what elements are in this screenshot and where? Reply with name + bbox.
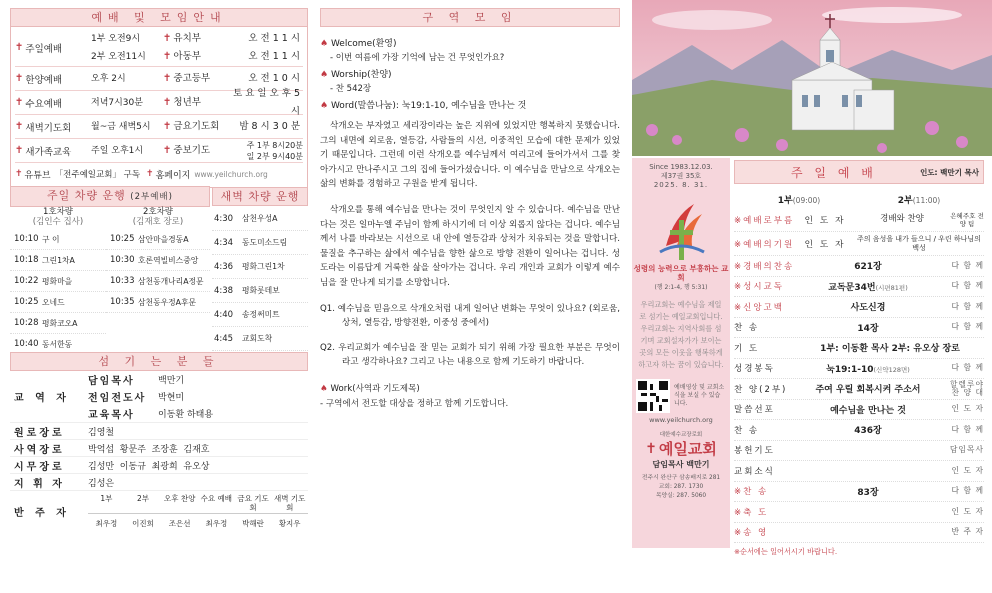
vehicle-stop	[10, 292, 106, 313]
cross-icon: ✝	[15, 145, 24, 156]
service-item-label: ※신앙고백	[734, 302, 784, 313]
service-item-label: 봉헌기도	[734, 446, 775, 457]
church-logo	[646, 196, 716, 264]
spade-icon: ♠	[320, 39, 331, 49]
worship-guide-row: ✝ 한양예배 오후 2시 ✝ 중고등부 오전10시	[15, 67, 303, 91]
district-title: 구 역 모 임	[320, 8, 620, 27]
servant-role: 반 주 자	[14, 507, 70, 519]
stop-place: 교회도착	[242, 334, 273, 343]
sunday-service: 주 일 예 배 인도: 백만기 목사 1부(09:00) 2부(11:00) ※예배로부름 인 도 자 경배와 찬양 은혜주호 전 양 팀 ※예배의기원 인 도 자 주의 음성을 내가 들으니 / 우린 하나님의 백성 ※경배의찬송 621장 다 함 께 ※성시교독 교독문34번(시편81편) 다 함 께 ※신앙고백 사도신경 다 함 께 찬 송 14장 다 함 께 기 도 1부: 이동환 목사 2부: 유오상 장로 성경봉독 눅19:1-10(신약128면) 다 함 께 찬 양(2부) 주여 우릴 회복시켜 주소서 할렐루야 찬 양 대 말씀선포 예수님을 만나는 것 인 도 자 찬 송 436장 다 함 께 봉헌기도 담임목사 교회소식 인 도 자 ※찬 송 83장 다 함 께 ※축 도 인 도 자 ※송 영 반 주 자 ※순서에는 일어서시기 바랍니다.	[734, 160, 984, 557]
pastor-name: 담임목사 백만기	[652, 460, 710, 469]
district-question-1: Q1. 예수님을 믿음으로 삭개오처럼 내게 일어난 변화는 무엇이 있나요? (외로움, 상처, 열등감, 방향전환, 이중성 중에서)	[320, 303, 620, 329]
spade-icon: ♠	[320, 101, 331, 111]
vehicle-stop	[10, 313, 106, 334]
cross-icon: ✝	[163, 96, 172, 108]
vehicle-stop	[106, 229, 210, 250]
servant-names: 김성만 이동규 최광희 유오상	[88, 461, 210, 472]
service-note: ※순서에는 일어서시기 바랍니다.	[734, 547, 838, 556]
church-motto: 우리교회는 예수님을 제일로 섬기는 예일교회입니다. 우리교회는 지역사회를 섬기며 교회설자가가 보이는 곳의 모든 이웃을 행복하게 하고자 하는 꿈이 있습니다.	[638, 300, 724, 369]
qr-code[interactable]	[636, 379, 670, 413]
district-question-2: Q2. 우리교회가 예수님을 잘 믿는 교회가 되기 위해 가장 필요한 부분은 무엇이라고 생각하나요? 그리고 나는 내용으로 함께 기도하기 바랍니다.	[320, 342, 620, 368]
stop-time: 4:36	[214, 261, 234, 272]
stop-place: 오네드	[42, 297, 65, 307]
stop-time: 10:35	[110, 297, 135, 307]
service-row: ※축 도 인 도 자	[734, 502, 984, 523]
cross-icon: ✝	[15, 73, 24, 84]
vehicle-stop	[106, 292, 210, 313]
stop-time: 4:30	[214, 213, 234, 224]
stop-place: 평화그린1차	[242, 262, 285, 271]
homepage-link[interactable]: www.yeilchurch.org	[194, 169, 268, 179]
cross-icon: ✝	[15, 97, 24, 108]
stop-place: 송정써미트	[242, 310, 280, 319]
dawn-vehicle-title: 새벽 차량 운행	[212, 187, 308, 206]
service-item-label: 찬 송	[734, 425, 760, 436]
district-paragraph-2: 삭개오를 통해 예수님을 만나는 것이 무엇인지 알 수 있습니다. 예수님을 만난다는 것은 일마누엘 주님이 함께 하시기에 더 이상 외롭지 않다는 겁니다. 예수님께서 나를 바라보는 시선으로 내 안에 열등감과 상처가 치유되는 것을 말합니다. 물질을 추구하는 삶에서 예수님을 향한 삶으로 방향 전환이 일어나는 겁니다. 성도라는 이름답게 거룩한 삶을 살아가는 겁니다. 우리 개인과 교회가 이렇게 예수님을 잘 만나게 되기를 소망합니다.	[320, 204, 620, 288]
cross-icon: ✝	[15, 121, 24, 132]
vehicle-stop	[10, 271, 106, 292]
stop-place: 삼천동개나리A정문	[138, 276, 204, 286]
youtube-link[interactable]: 「전주예일교회」 구독	[54, 170, 141, 180]
stop-time: 10:30	[110, 255, 135, 265]
worship-guide	[10, 8, 308, 188]
issue-text: 제37권 35호	[660, 172, 702, 180]
stop-time: 4:40	[214, 309, 234, 320]
worship-guide-row: ✝ 새벽기도회 월~금 새벽5시 ✝ 금요기도회 밤8시30분	[15, 115, 303, 139]
cross-icon: ✝	[645, 440, 657, 457]
service-row: ※찬 송 83장 다 함 께	[734, 482, 984, 503]
service-item-label: 성경봉독	[734, 364, 775, 375]
service-row: ※신앙고백 사도신경 다 함 께	[734, 297, 984, 318]
service-item-label: ※성시교독	[734, 282, 784, 293]
servant-row	[10, 440, 308, 457]
district-item: ♠ Word(말씀나눔): 눅19:1-10, 예수님을 만나는 것	[320, 101, 527, 111]
service-item-label: ※예배의기원	[734, 239, 795, 250]
cross-icon: ✝	[163, 32, 172, 44]
work-body: - 구역에서 전도할 대상을 정하고 함께 기도합니다.	[320, 398, 509, 409]
servant-names: 김영철	[88, 427, 115, 438]
cross-icon: ✝	[163, 120, 172, 132]
service-row: ※예배의기원 인 도 자 주의 음성을 내가 들으니 / 우린 하나님의 백성	[734, 232, 984, 256]
vehicle-col1: 1호차량 (김인수 집사) 10:10 구 이 10:18 그린1차A 10:22 평화마을 10:25 오네드 10:28 평화코오A 10:40 동서한동	[10, 207, 106, 355]
service-leader: 인도: 백만기 목사	[920, 167, 979, 177]
church-info: Since 1983.12.03. 제37권 35호 2025. 8. 31. 성령의 능력으로 부흥하는 교회 (행 2:1-4, 행 5:31) 우리교회는 예수님을 제일로 섬기는 예일교회입니다. 우리교회는 지역사회를 섬기며 교회설자가가 보이는 곳의 모든 이웃을 행복하게 하고자 하는 꿈이 있습니다. 예배영상 및 교회소식을 보실 수 있습니다. www.yeilchurch.org 대한예수교장로회 ✝ 예일교회 담임목사 백만기 전주시 완산구 삼송배지로 281 교회: 287. 1730 목양실: 287. 5060	[632, 158, 730, 548]
links-row: ✝ 유튜브 「전주예일교회」 구독 ✝ 홈페이지 www.yeilchurch.org	[15, 169, 268, 181]
issue-date: 2025. 8. 31.	[653, 181, 709, 189]
servant-row	[10, 457, 308, 474]
service-row: 말씀선포 예수님을 만나는 것 인 도 자	[734, 400, 984, 421]
service-name: 새가족교육	[25, 146, 72, 158]
service-item-label: 기 도	[734, 343, 760, 354]
stop-place: 삼천우성A	[242, 214, 278, 223]
service-row: 기 도 1부: 이동환 목사 2부: 유오상 장로	[734, 338, 984, 359]
church-slogan: 성령의 능력으로 부흥하는 교회	[633, 264, 729, 282]
service-name: 주일예배	[25, 43, 63, 55]
cross-icon: ✝	[163, 144, 172, 156]
service-item-label: 교회소식	[734, 466, 775, 477]
service-row: ※경배의찬송 621장 다 함 께	[734, 256, 984, 277]
servants-section	[10, 352, 308, 531]
service-row: ※송 영 반 주 자	[734, 523, 984, 544]
stop-time: 10:33	[110, 276, 135, 286]
dawn-stop	[212, 255, 308, 279]
service-item-label: ※축 도	[734, 507, 769, 518]
dawn-stop	[212, 327, 308, 351]
district-item: ♠ Welcome(환영)	[320, 39, 397, 49]
servant-row	[10, 474, 308, 491]
accompanist-row: 반 주 자 1부 최우정 2부 이진희 오후 찬양 조은선 수요 예배 최우정 금요 기도회 박해란 새벽 기도회 황지우	[10, 491, 308, 531]
service-row: ※성시교독 교독문34번(시편81편) 다 함 께	[734, 277, 984, 298]
service-row: 찬 송 436장 다 함 께	[734, 420, 984, 441]
service-name: 수요예배	[25, 98, 63, 110]
spade-icon: ♠	[320, 383, 328, 394]
vehicle-title: 주일 차량 운행 (2부예배)	[10, 186, 210, 207]
vehicle-stop	[10, 229, 106, 250]
servant-row: 교 역 자 담임목사 백만기 전임전도사 박현미 교육목사 이동환 하태용	[10, 371, 308, 423]
church-name: 예일교회	[658, 440, 717, 458]
district-paragraph-1: 삭개오는 부자였고 세리장이라는 높은 지위에 있었지만 행복하지 못했습니다. 그의 내면에 외로움, 열등감, 사람들의 시선, 이중적인 모습에 대한 문제가 있었기 때문입니다. 그런데 이런 삭개오를 예수님께서 여리고에 들어가셔서 그를 찾아가시고 만나주시고 그의 집에 들어가셨습니다. 이 예수님을 만남으로 삭개오는 삶의 변화를 경험하고 구원을 받게 됩니다.	[320, 121, 620, 190]
service-name: 한양예배	[25, 74, 63, 86]
church-website[interactable]: www.yeilchurch.org	[649, 416, 713, 424]
district-item: ♠ Worship(찬양)	[320, 70, 392, 80]
dawn-stop	[212, 303, 308, 327]
worship-guide-row: ✝ 새가족교육 주일 오후1시 ✝ 중보기도 주 1부 8시20분 일 2부 9시40분	[15, 139, 303, 163]
dawn-stop	[212, 207, 308, 231]
stop-time: 10:22	[14, 276, 39, 286]
servant-row	[10, 423, 308, 440]
stop-time: 4:38	[214, 285, 234, 296]
servants-title: 섬 기 는 분 들	[10, 352, 308, 371]
worship-guide-row: ✝ 주일예배 1부 오전9시 2부 오전11시 ✝ 유치부 ✝ 아동부 오전11시 오전11시	[15, 29, 303, 67]
worship-guide-row: ✝ 수요예배 저녁7시30분 ✝ 청년부 토요일오후5시	[15, 87, 303, 117]
stop-place: 평화마을	[42, 276, 73, 286]
service-row: 찬 송 14장 다 함 께	[734, 318, 984, 339]
stop-place: 구 이	[42, 234, 60, 244]
vehicle-col2: 2호차량 (김재호 장로) 10:25 삼안마을경동A 10:30 호론역빌비스중앙 10:33 삼천동개나리A정문 10:35 삼천동우정A후문	[106, 207, 210, 313]
service-item-label: 말씀선포	[734, 405, 775, 416]
service-row: 찬 양(2부) 주여 우릴 회복시켜 주소서 할렐루야 찬 양 대	[734, 379, 984, 400]
stop-time: 4:34	[214, 237, 234, 248]
stop-place: 호론역빌비스중앙	[138, 255, 199, 265]
service-title: 주 일 예 배	[791, 165, 877, 180]
stop-place: 평화코오A	[42, 318, 78, 328]
stop-time: 10:25	[110, 234, 135, 244]
service-item-label: 찬 송	[734, 323, 760, 334]
dawn-vehicle	[212, 207, 308, 351]
servant-names: 박억섭 황문주 조장훈 김재호	[88, 444, 210, 455]
spade-icon: ♠	[320, 70, 331, 80]
cross-icon: ✝	[163, 72, 172, 84]
qr-text: 예배영상 및 교회소식을 보실 수 있습니다.	[674, 384, 725, 407]
cross-icon: ✝	[15, 169, 23, 179]
cross-icon: ✝	[15, 42, 24, 53]
service-item-label: ※찬 송	[734, 487, 769, 498]
service-item-label: 찬 양(2부)	[734, 384, 788, 395]
service-row: 교회소식 인 도 자	[734, 461, 984, 482]
stop-time: 10:10	[14, 234, 39, 244]
servant-role: 사역장로	[14, 444, 65, 456]
stop-time: 10:25	[14, 297, 39, 307]
stop-place: 평화롯데보	[242, 286, 280, 295]
servant-role: 시무장로	[14, 461, 65, 473]
servant-role: 원로장로	[14, 427, 65, 439]
servant-role: 지 휘 자	[14, 478, 65, 490]
cross-icon: ✝	[146, 169, 154, 179]
service-item-label: ※송 영	[734, 528, 769, 539]
service-item-label: ※예배로부름	[734, 215, 795, 226]
vehicle-stop	[10, 250, 106, 271]
service-row: ※예배로부름 인 도 자 경배와 찬양 은혜주호 전 양 팀	[734, 208, 984, 232]
servant-names: 김성은	[88, 478, 115, 489]
vehicle-stop	[106, 250, 210, 271]
service-item-label: ※경배의찬송	[734, 261, 795, 272]
stop-place: 그린1차A	[42, 255, 75, 265]
stop-place: 동도미소드림	[242, 238, 288, 247]
cross-icon: ✝	[163, 50, 172, 62]
stop-time: 10:18	[14, 255, 39, 265]
service-name: 새벽기도회	[25, 122, 72, 134]
work-item: ♠ Work(사역과 기도제목)	[320, 383, 420, 394]
district-section: 구 역 모 임 ♠ Welcome(환영) - 이번 여름에 가장 기억에 남는 건 무엇인가요? ♠ Worship(찬양) - 찬 542장 ♠ Word(말씀나눔): 눅19:1-10, 예수님을 만나는 것 삭개오는 부자였고 세리장이라는 높은 지위에 있었지만 행복하지 못했습니다. 그의 내면에 외로움, 열등감, 사람들의 시선, 이중적인 모습에 대한 문제가 있었기 때문입니다. 그런데 이런 삭개오를 예수님께서 여리고에 들어가셔서 그를 찾아가시고 만나주시고 그의 집에 들어가셨습니다. 이 예수님을 만남으로 삭개오는 삶의 변화를 경험하고 구원을 받게 됩니다. 삭개오를 통해 예수님을 만나는 것이 무엇인지 알 수 있습니다. 예수님을 만난다는 것은 일마누엘 주님이 함께 하시기에 더 이상 외롭지 않다는 겁니다. 예수님께서 나를 바라보는 시선으로 내 안에 열등감과 상처가 치유되는 것을 말합니다. 물질을 추구하는 삶에서 예수님을 향한 삶으로 방향 전환이 일어나는 겁니다. 성도라는 이름답게 거룩한 삶을 살아가는 겁니다. 우리 개인과 교회가 이렇게 예수님을 잘 만나게 되기를 소망합니다. Q1. 예수님을 믿음으로 삭개오처럼 내게 일어난 변화는 무엇이 있나요? (외로움, 상처, 열등감, 방향전환, 이중성 중에서) Q2. 우리교회가 예수님을 잘 믿는 교회가 되기 위해 가장 필요한 부분은 무엇이라고 생각하나요? 그리고 나는 내용으로 함께 기도하기 바랍니다. ♠ Work(사역과 기도제목) - 구역에서 전도할 대상을 정하고 함께 기도합니다.	[320, 8, 620, 411]
church-photo	[632, 0, 992, 156]
worship-guide-title: 예배 및 모임안내	[10, 8, 308, 27]
stop-place: 삼안마을경동A	[138, 234, 189, 244]
since-text: Since 1983.12.03.	[649, 163, 713, 171]
vehicle-section	[10, 188, 308, 355]
servant-role: 교 역 자	[14, 393, 70, 404]
stop-time: 10:28	[14, 318, 39, 328]
stop-place: 삼천동우정A후문	[138, 297, 197, 307]
dawn-stop	[212, 231, 308, 255]
stop-place: 동서한동	[42, 339, 73, 349]
dawn-stop	[212, 279, 308, 303]
service-row: 성경봉독 눅19:1-10(신약128면) 다 함 께	[734, 359, 984, 380]
vehicle-stop	[106, 271, 210, 292]
stop-time: 4:45	[214, 333, 234, 344]
stop-time: 10:40	[14, 339, 39, 349]
service-row: 봉헌기도 담임목사	[734, 441, 984, 462]
